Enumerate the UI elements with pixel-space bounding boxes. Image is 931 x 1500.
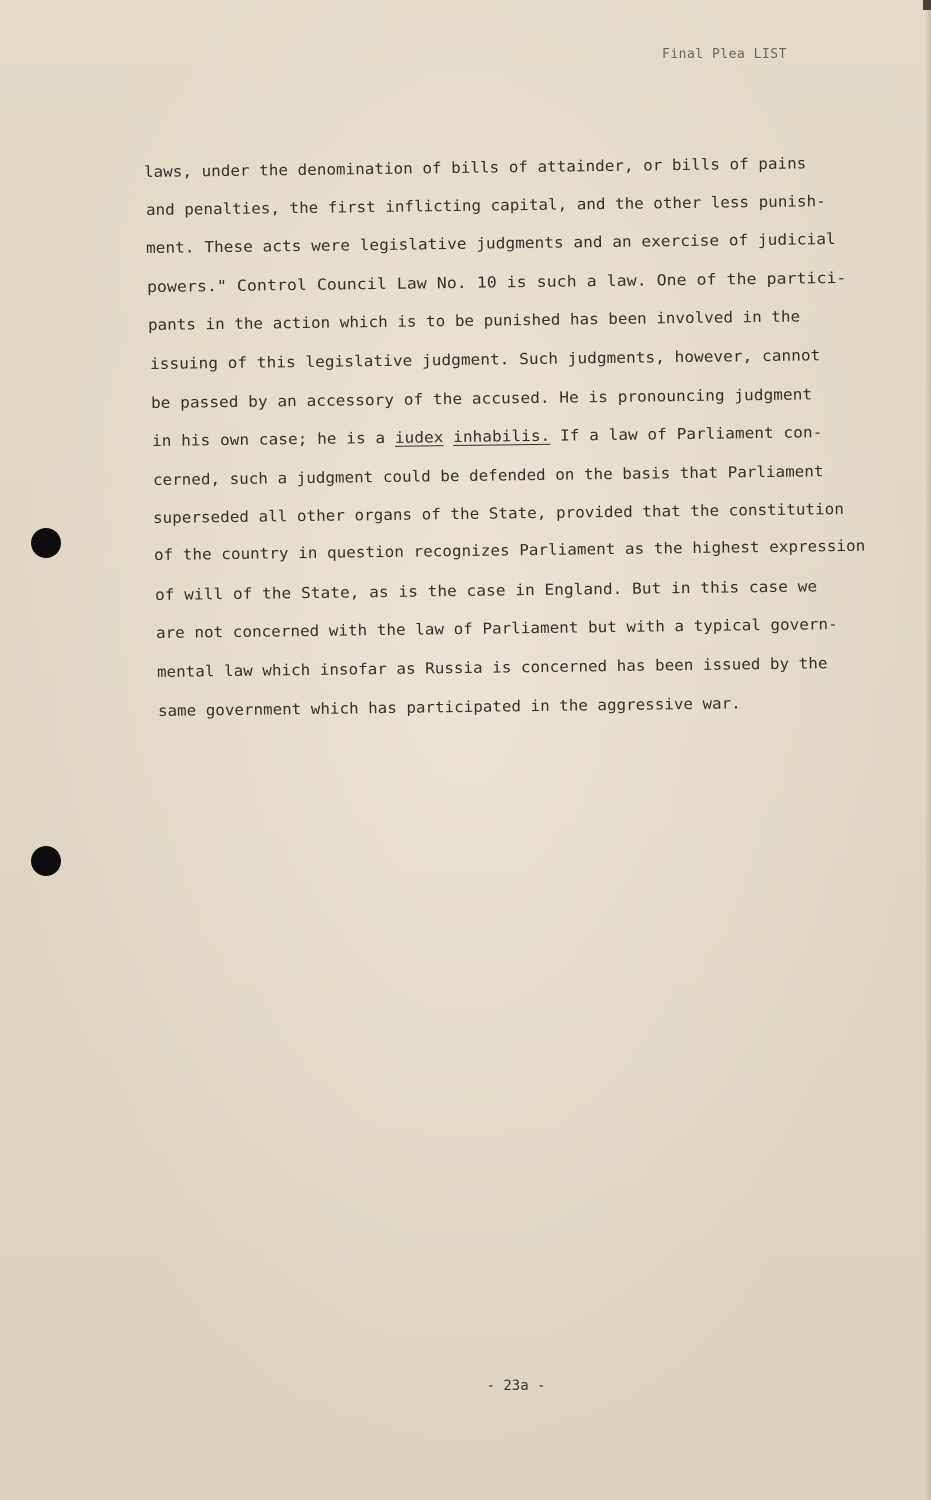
line-segment: of the country in question recognizes Parliament as the highest expression	[153, 536, 866, 564]
body-line	[148, 307, 800, 334]
body-line	[150, 346, 821, 373]
line-segment: mental law which insofar as Russia is concerned has been issued by the	[156, 654, 828, 681]
line-segment: of will of the State, as is the case in England. But in this case we	[154, 577, 818, 604]
line-segment: be passed by an accessory of the accused. He is pronouncing judgment	[150, 385, 813, 412]
body-line	[151, 385, 812, 412]
line-segment: in his own case; he is a	[151, 428, 395, 450]
body-line	[158, 694, 741, 720]
line-segment: same government which has participated in the aggressive war.	[157, 694, 741, 720]
body-line	[157, 654, 828, 681]
line-segment: laws, under the denomination of bills of attainder, or bills of pains	[143, 154, 807, 181]
line-segment: issuing of this legislative judgment. Such judgments, however, cannot	[149, 346, 821, 373]
line-segment: powers." Control Council Law No. 10 is such a law. One of the partici-	[146, 268, 847, 296]
line-segment: and penalties, the first inflicting capital, and the other less punish-	[145, 192, 826, 219]
body-line	[146, 230, 836, 257]
body-line	[152, 423, 823, 450]
punch-hole-lower	[31, 846, 61, 876]
body-line	[153, 500, 844, 527]
punch-hole-upper	[31, 528, 61, 558]
line-segment: If a law of Parliament con-	[550, 423, 823, 445]
page-number: - 23a -	[486, 1378, 546, 1394]
line-segment: are not concerned with the law of Parliament but with a typical govern-	[155, 615, 838, 642]
line-segment: pants in the action which is to be punished has been involved in the	[147, 307, 801, 334]
line-segment: cerned, such a judgment could be defended on the basis that Parliament	[152, 462, 824, 489]
body-line	[154, 537, 866, 564]
line-segment: ment. These acts were legislative judgments and an exercise of judicial	[145, 229, 836, 257]
body-line	[147, 269, 847, 296]
body-line	[155, 577, 817, 604]
page-header: Final Plea LIST	[662, 47, 787, 62]
body-line	[146, 192, 826, 219]
underlined-term: iudex	[394, 428, 444, 447]
underlined-term: inhabilis.	[453, 426, 551, 447]
line-segment	[443, 428, 453, 446]
body-line	[156, 615, 838, 642]
body-line	[144, 154, 807, 181]
line-segment: superseded all other organs of the State, provided that the constitution	[152, 499, 845, 527]
body-line	[153, 462, 824, 489]
